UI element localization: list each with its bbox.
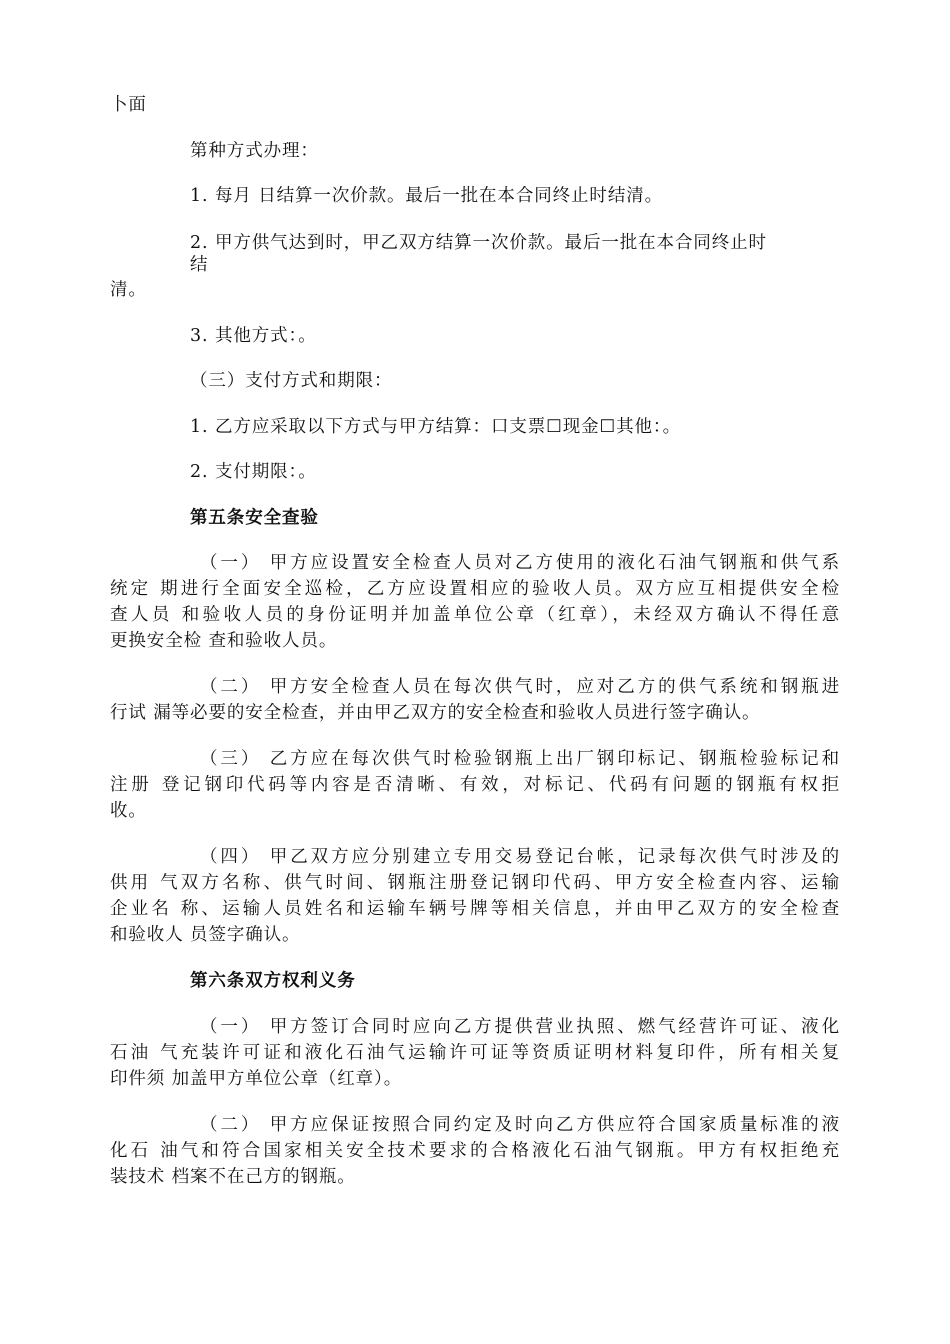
text-line: （一） 甲方签订合同时应向乙方提供营业执照、燃气经营许可证、液化 (200, 1017, 840, 1037)
text-line: 更换安全检 查和验收人员。 (110, 631, 338, 651)
text-line: 行试 漏等必要的安全检查，并由甲乙双方的安全检查和验收人员进行签字确认。 (110, 703, 761, 723)
text-line: （一） 甲方应设置安全检查人员对乙方使用的液化石油气钢瓶和供气系 (200, 553, 840, 573)
text-line: 第种方式办理： (190, 141, 319, 161)
text-line: 石油 气充装许可证和液化石油气运输许可证等资质证明材料复印件，所有相关复 (110, 1043, 840, 1063)
text-line: 1. 每月 日结算一次价款。最后一批在本合同终止时结清。 (190, 186, 664, 206)
text-line: 印件须 加盖甲方单位公章（红章）。 (110, 1069, 403, 1089)
text-line: 化石 油气和符合国家相关安全技术要求的合格液化石油气钢瓶。甲方有权拒绝充 (110, 1141, 840, 1161)
text-line: 1. 乙方应采取以下方式与甲方结算：口支票☐现金☐其他：。 (190, 417, 681, 437)
text-line: 清。 (110, 280, 147, 300)
text-line: 2. 支付期限：。 (190, 462, 317, 482)
text-line: 结 (190, 255, 209, 275)
section-heading: 第五条安全查验 (190, 508, 319, 528)
section-heading: 第六条双方权利义务 (190, 971, 356, 991)
text-line: 3. 其他方式：。 (190, 326, 317, 346)
text-line: （二） 甲方应保证按照合同约定及时向乙方供应符合国家质量标准的液 (200, 1115, 840, 1135)
text-line: 查人员 和验收人员的身份证明并加盖单位公章（红章），未经双方确认不得任意 (110, 605, 840, 625)
text-line: 装技术 档案不在己方的钢瓶。 (110, 1167, 356, 1187)
text-line: 统定 期进行全面安全巡检，乙方应设置相应的验收人员。双方应互相提供安全检 (110, 579, 840, 599)
text-line: 卜面 (110, 95, 147, 115)
text-line: 和验收人 员签字确认。 (110, 925, 301, 945)
text-line: 注册 登记钢印代码等内容是否清晰、有效，对标记、代码有问题的钢瓶有权拒 (110, 775, 840, 795)
text-line: （二） 甲方安全检查人员在每次供气时，应对乙方的供气系统和钢瓶进 (200, 677, 840, 697)
text-line: 供用 气双方名称、供气时间、钢瓶注册登记钢印代码、甲方安全检查内容、运输 (110, 873, 840, 893)
text-line: （三） 乙方应在每次供气时检验钢瓶上出厂钢印标记、钢瓶检验标记和 (200, 749, 840, 769)
text-line: 企业名 称、运输人员姓名和运输车辆号牌等相关信息，并由甲乙双方的安全检查 (110, 899, 840, 919)
text-line: 2. 甲方供气达到时，甲乙双方结算一次价款。最后一批在本合同终止时 (190, 233, 767, 253)
text-line: （三）支付方式和期限： (190, 371, 393, 391)
text-line: 收。 (110, 801, 147, 821)
text-line: （四） 甲乙双方应分别建立专用交易登记台帐，记录每次供气时涉及的 (200, 847, 840, 867)
